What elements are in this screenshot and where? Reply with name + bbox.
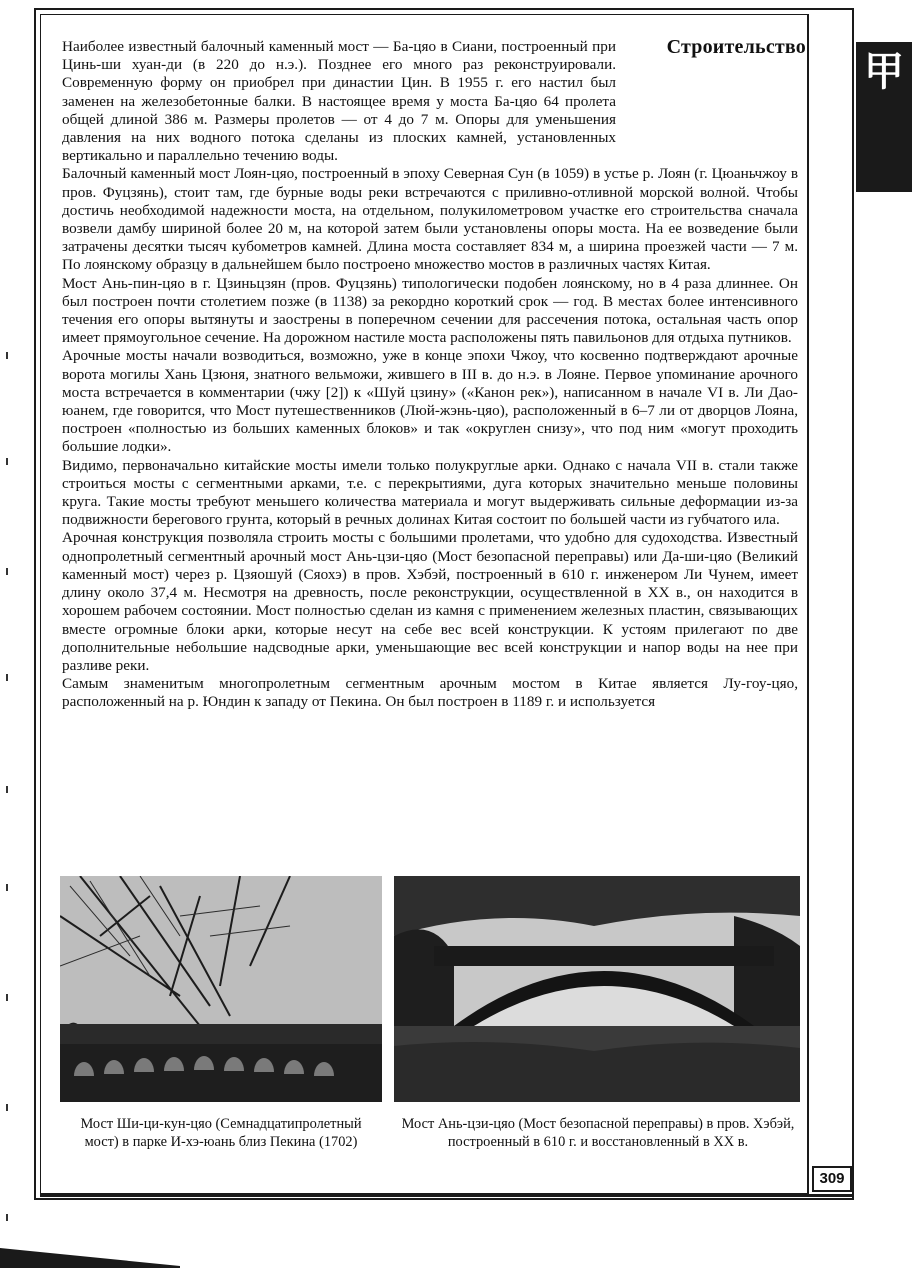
photo-seventeen-arch-bridge xyxy=(60,876,382,1102)
photo-anji-bridge xyxy=(394,876,800,1102)
side-rule xyxy=(808,14,809,1194)
scan-edge-shadow xyxy=(0,1244,180,1268)
margin-speck xyxy=(6,994,8,1001)
title-spacer xyxy=(616,38,798,146)
margin-speck xyxy=(6,1214,8,1221)
bottom-rule xyxy=(40,1194,854,1197)
caption-left: Мост Ши-ци-кун-цяо (Семнадцатипролетный мост) в парке И-хэ-юань близ Пекина (1702) xyxy=(80,1116,362,1150)
paragraph-arch-bridges-origin: Арочные мосты начали возводиться, возможно, уже в конце эпохи Чжоу, что косвенно подтверждают арочные ворота могилы Хань Цзюня, знатного вельможи, жившего в III в. до н.э. в Лояне. Первое упоминание арочного моста встречается в комментарии (чжу [2]) к «Шуй цзину» («Канон рек»), написанном в начале VI в. Ли Дао-юанем, где говорится, что Мост путешественников (Люй-жэнь-цяо), расположенный в 6–7 ли от дворцов Лояна, построен «полностью из больших каменных блоков» и так «округлен снизу», что под ним «могут проходить большие лодки». xyxy=(62,347,798,456)
paragraph-ba-qiao: Наиболее известный балочный каменный мост — Ба-цяо в Сиани, построенный при Цинь-ши хуан-ди (в 220 до н.э.). Позднее его много раз реконструировали. Современную форму он приобрел при династии Цин. В 1955 г. его настил был заменен на железобетонные балки. В настоящее время у моста Ба-цяо 64 пролета общей длиной 386 м. Размеры пролетов — от 4 до 7 м. Опоры для уменьшения давления на них водного потока сделаны из плоских камней, установленных вертикально и параллельно течению воды. xyxy=(62,38,616,165)
paragraph-lugou-qiao: Самым знаменитым многопролетным сегментным арочным мостом в Китае является Лу-гоу-цяо, расположенный на р. Юндин к западу от Пекина. Он был построен в 1189 г. и используется xyxy=(62,675,798,711)
body-text xyxy=(62,38,798,712)
section-title: Строительство xyxy=(666,36,806,58)
margin-speck xyxy=(6,884,8,891)
paragraph-luoyang-qiao: Балочный каменный мост Лоян-цяо, построенный в эпоху Северная Сун (в 1059) в устье р. Лоян (г. Цюаньчжоу в пров. Фуцзянь), стоит там, где бурные воды реки встречаются с приливно-отливной морской волной. Чтобы достичь необходимой надежности моста, на отдельном, полукилометровом участке его строительства сначала возвели дамбу шириной более 20 м, на которой затем были установлены опоры моста. На ее возведение были затрачены десятки тысяч кубометров камней. Длина моста составляет 834 м, а ширина проезжей части — 7 м. По лоянскому образцу в дальнейшем было построено множество мостов в различных частях Китая. xyxy=(62,165,798,274)
margin-speck xyxy=(6,674,8,681)
photo-seventeen-arch-bridge-image xyxy=(60,876,382,1102)
caption-right: Мост Ань-цзи-цяо (Мост безопасной переправы) в пров. Хэбэй, построенный в 610 г. и восстановленный в XX в. xyxy=(401,1116,795,1150)
margin-speck xyxy=(6,1104,8,1111)
margin-speck xyxy=(6,352,8,359)
photo-anji-bridge-image xyxy=(394,876,800,1102)
chapter-tab-glyph: 甲 xyxy=(864,48,904,95)
paragraph-anping-qiao: Мост Ань-пин-цяо в г. Цзиньцзян (пров. Фуцзянь) типологически подобен лоянскому, но в 4 раза длиннее. Он был построен почти столетием позже (в 1138) за рекордно короткий срок — год. В местах более интенсивного течения его опоры вытянуты и заострены в поперечном сечении для рассечения потока, остальная часть опор имеет прямоугольное сечение. На дорожном настиле моста расположены пять павильонов для отдыха путников. xyxy=(62,274,798,347)
margin-speck xyxy=(6,458,8,465)
margin-speck xyxy=(6,786,8,793)
paragraph-anji-qiao: Арочная конструкция позволяла строить мосты с большими пролетами, что удобно для судоходства. Известный однопролетный сегментный арочный мост Ань-цзи-цяо (Мост безопасной переправы) или Да-ши-цяо (Великий каменный мост) через р. Цзяошуй (Сяохэ) в пров. Хэбэй, построенный в 610 г. инженером Ли Чунем, имеет длину около 37,4 м. Несмотря на древность, после реконструкции, осуществленной в XX в., он находится в хорошем рабочем состоянии. Мост полностью сделан из камня с применением железных пластин, связывающих вместе огромные блоки арки, которые несут на себе вес всей конструкции. К устоям прилегают по две дополнительные небольшие надсводные арки, уменьшающие вес всей конструкции и напор воды на нее при разливе реки. xyxy=(62,529,798,674)
margin-speck xyxy=(6,568,8,575)
page-number: 309 xyxy=(812,1166,852,1192)
paragraph-segmental-arches: Видимо, первоначально китайские мосты имели только полукруглые арки. Однако с начала VII в. стали также строиться мосты с сегментными арками, т.е. с перекрытиями, дуга которых значительно меньше половины круга. Такие мосты требуют меньшего количества материала и могут выдерживать сильные деформации из-за подвижности берегового грунта, который в речных долинах Китая состоит по большей части из губчатого ила. xyxy=(62,456,798,529)
